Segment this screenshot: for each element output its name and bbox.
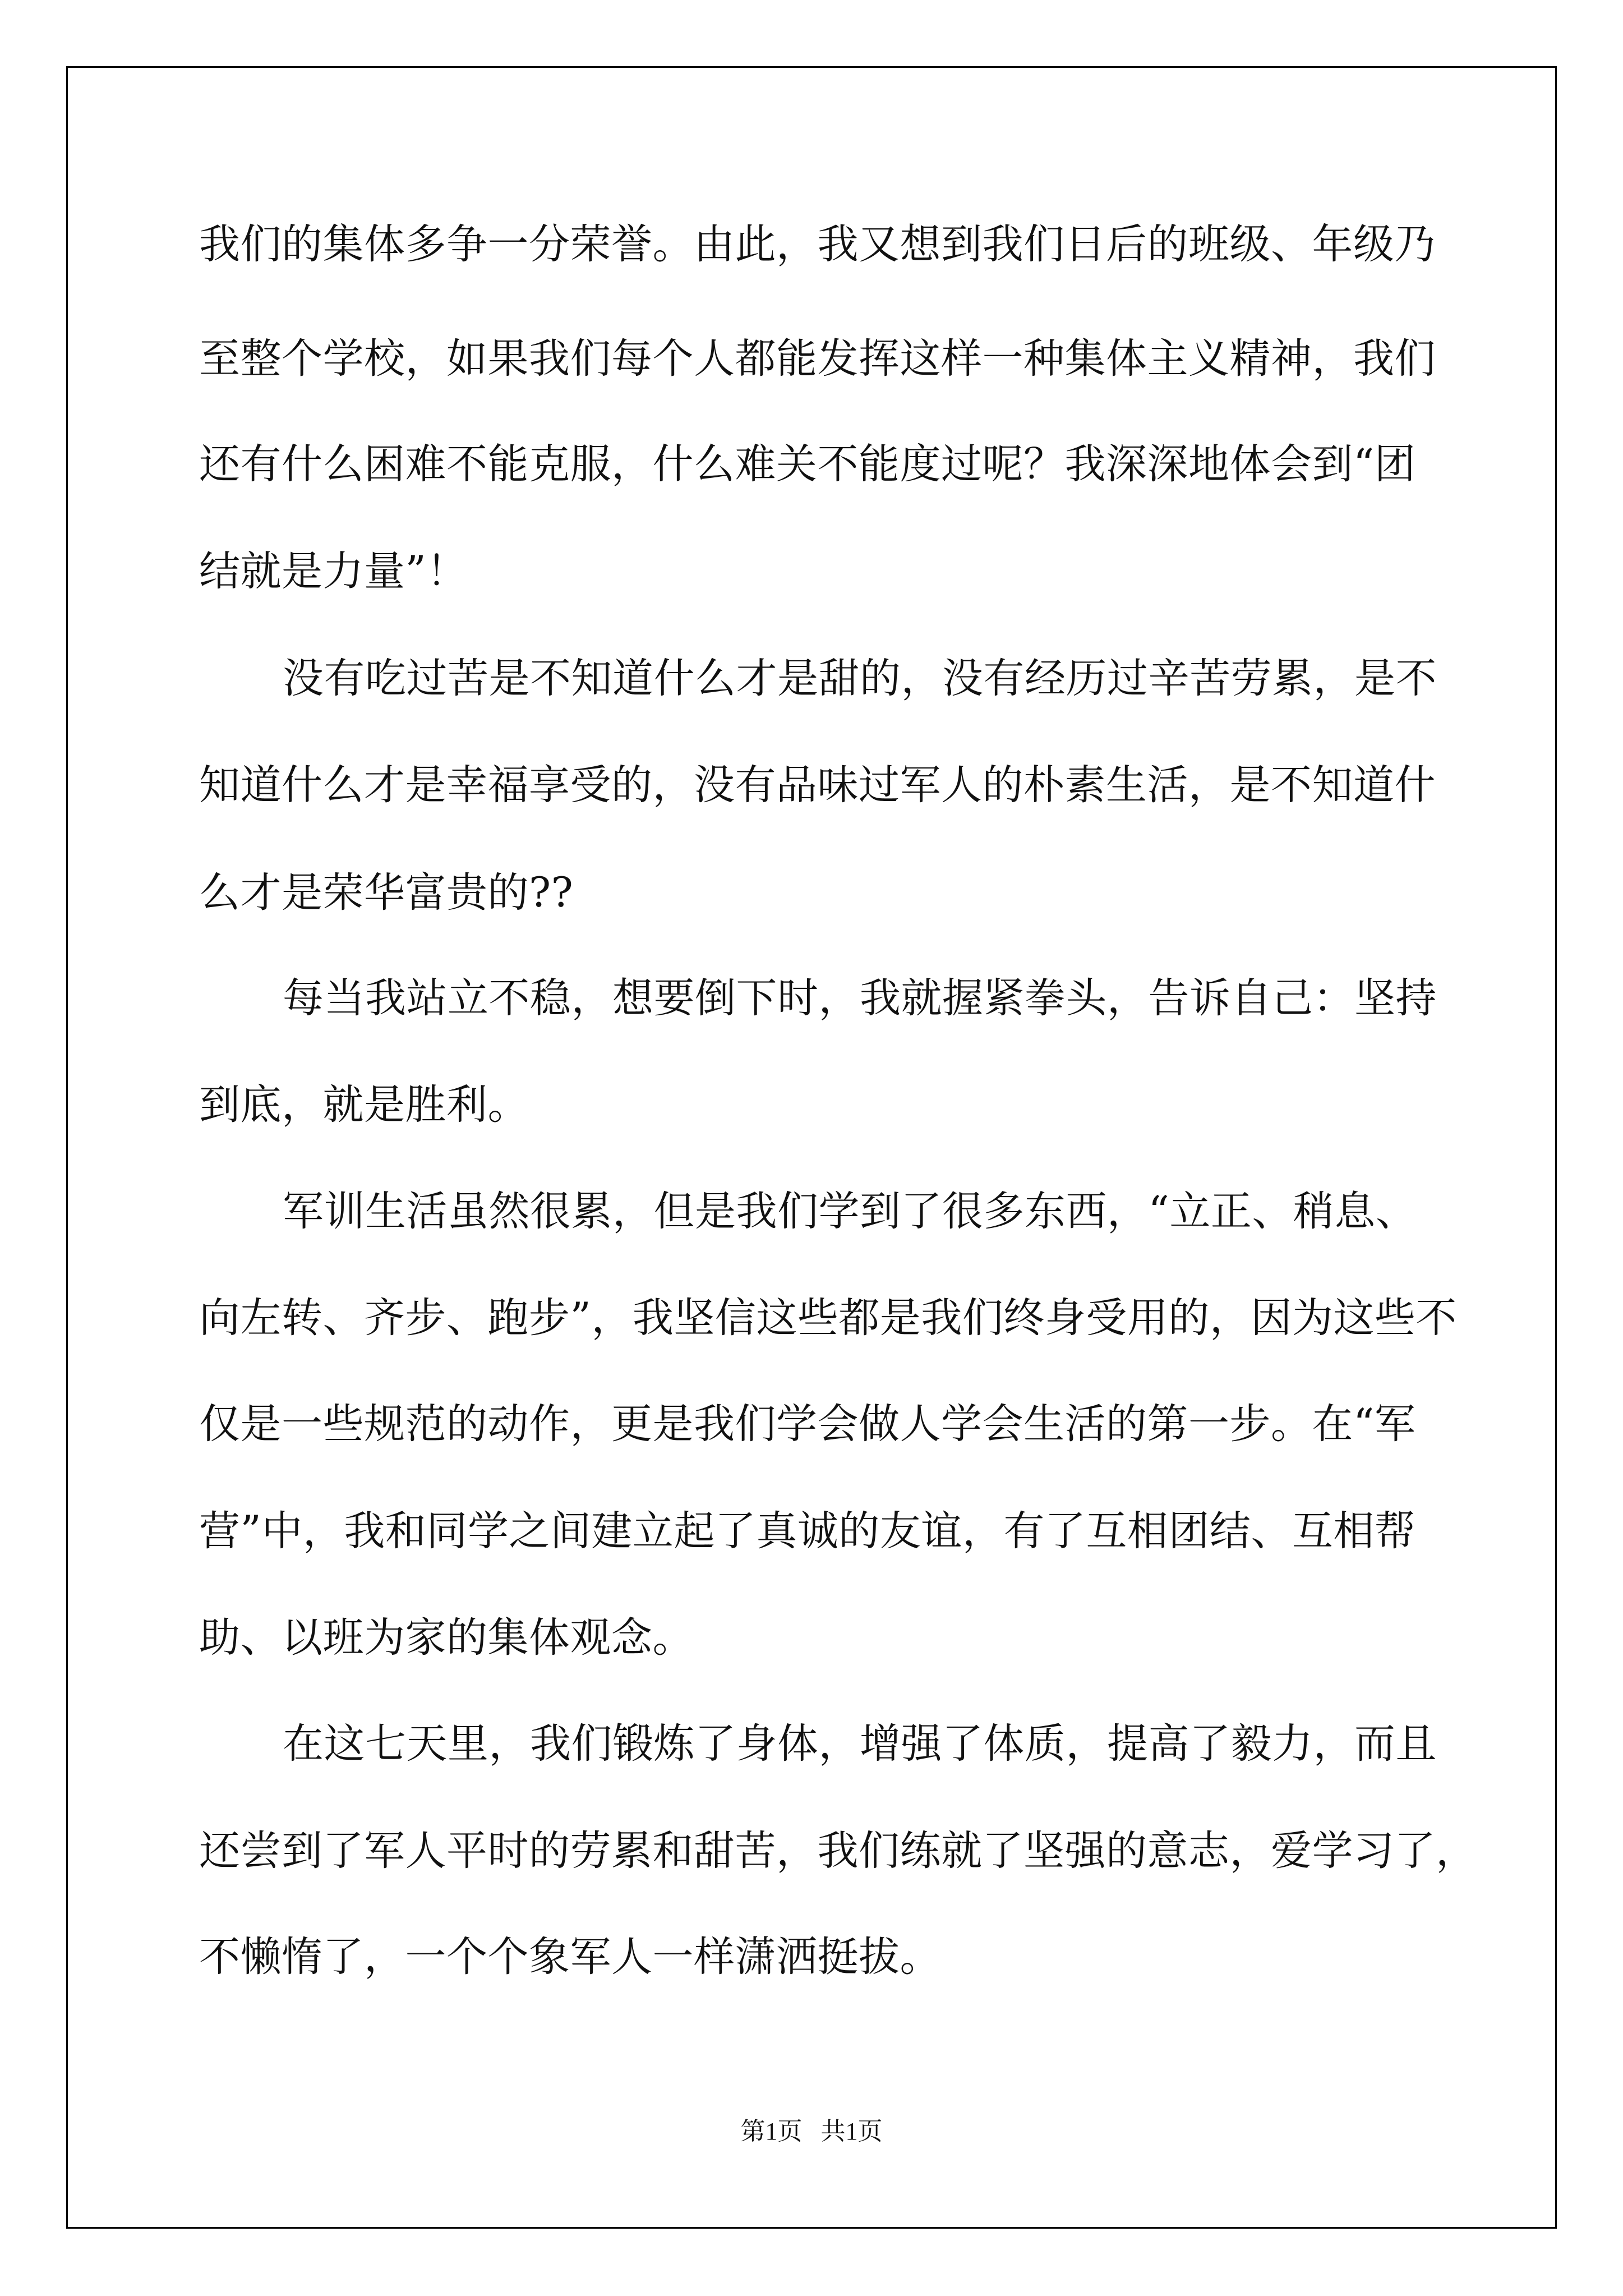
body-line-16: 还尝到了军人平时的劳累和甜苦，我们练就了坚强的意志，爱学习了，: [199, 1827, 1477, 1875]
body-line-15: 在这七天里，我们锻炼了身体，增强了体质，提高了毅力，而且: [283, 1720, 1437, 1768]
body-line-6: 知道什么才是幸福享受的，没有品味过军人的朴素生活，是不知道什: [199, 761, 1436, 809]
body-line-14: 助、以班为家的集体观念。: [199, 1614, 694, 1662]
body-line-7: 么才是荣华富贵的??: [199, 869, 574, 917]
body-line-10: 军训生活虽然很累，但是我们学到了很多东西，“立正、稍息、: [283, 1188, 1417, 1235]
body-line-9: 到底，就是胜利。: [199, 1081, 529, 1129]
body-line-2: 至整个学校，如果我们每个人都能发挥这样一种集体主义精神，我们: [199, 335, 1436, 383]
body-line-3: 还有什么困难不能克服，什么难关不能度过呢？我深深地体会到“团: [199, 440, 1416, 488]
body-line-4: 结就是力量”！: [199, 547, 468, 595]
body-line-17: 不懒惰了，一个个象军人一样潇洒挺拔。: [199, 1933, 941, 1981]
body-line-8: 每当我站立不稳，想要倒下时，我就握紧拳头，告诉自己：坚持: [283, 974, 1437, 1022]
page-border: [66, 66, 1557, 2229]
body-line-5: 没有吃过苦是不知道什么才是甜的，没有经历过辛苦劳累，是不: [283, 655, 1437, 702]
body-line-13: 营”中，我和同学之间建立起了真诚的友谊，有了互相团结、互相帮: [199, 1507, 1416, 1555]
page-footer: 第1页 共1页: [740, 2118, 883, 2145]
body-line-12: 仅是一些规范的动作，更是我们学会做人学会生活的第一步。在“军: [199, 1400, 1416, 1448]
body-line-1: 我们的集体多争一分荣誉。由此，我又想到我们日后的班级、年级乃: [199, 220, 1436, 268]
body-line-11: 向左转、齐步、跑步”，我坚信这些都是我们终身受用的，因为这些不: [199, 1294, 1457, 1342]
